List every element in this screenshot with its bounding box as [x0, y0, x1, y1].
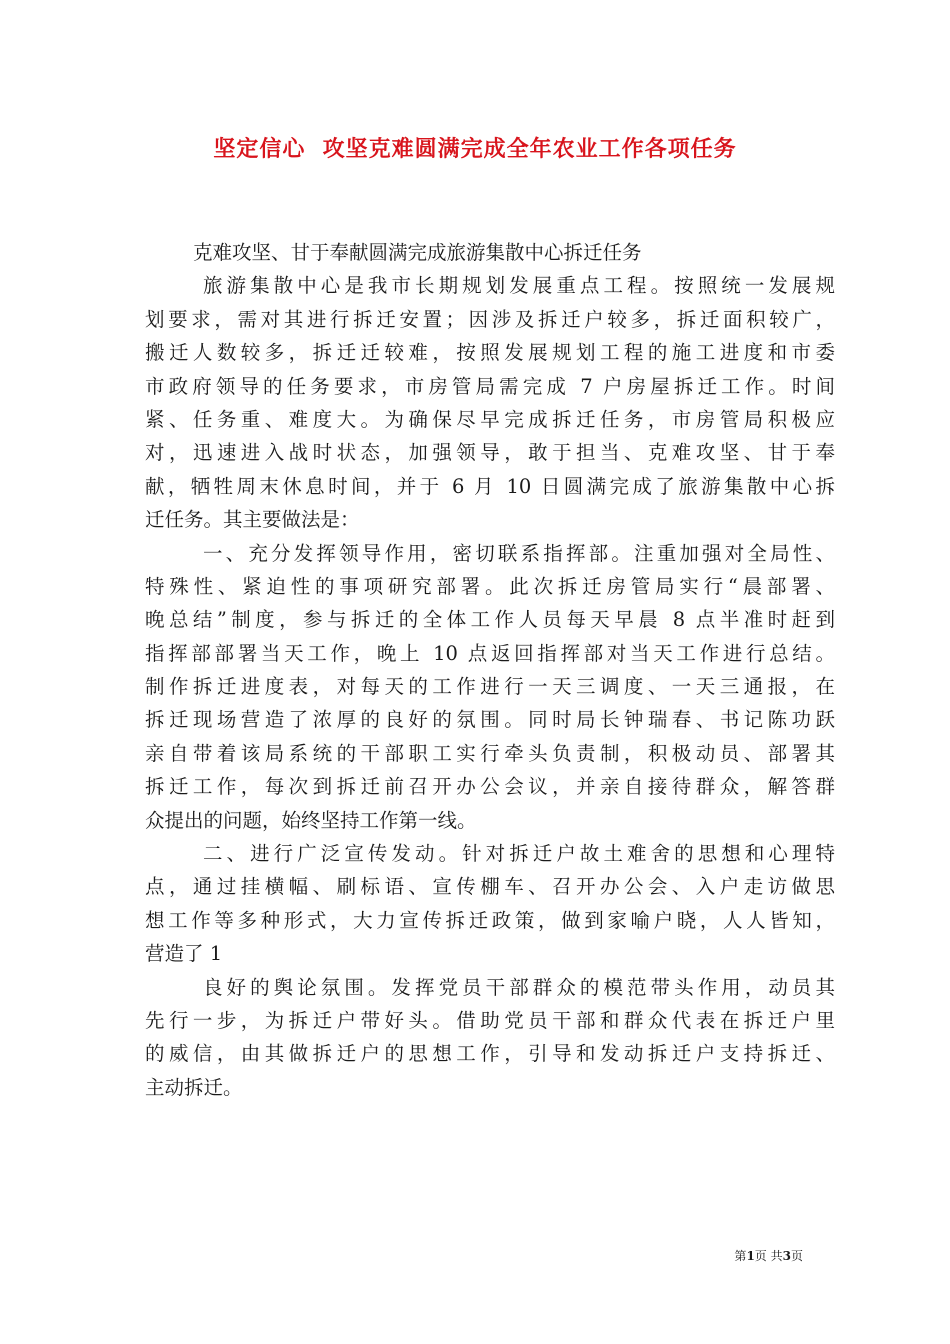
page-footer: [734, 1247, 803, 1264]
text-line: 众提出的问题，始终坚持工作第一线。: [145, 808, 477, 832]
footer-suffix: 页: [790, 1249, 803, 1263]
footer-prefix: 第: [734, 1249, 747, 1263]
text-line: 紧、任务重、难度大。为确保尽早完成拆迁任务，市房管局积极应: [145, 407, 835, 431]
text-line: 晚总结”制度，参与拆迁的全体工作人员每天早晨 8 点半准时赶到: [145, 608, 835, 632]
text-line: 划要求，需对其进行拆迁安置；因涉及拆迁户较多，拆迁面积较广，: [145, 307, 835, 331]
text-line: 市政府领导的任务要求，市房管局需完成 7 户房屋拆迁工作。时间: [145, 374, 835, 398]
text-line: 献，牺牲周末休息时间，并于 6 月 10 日圆满完成了旅游集散中心拆: [145, 474, 835, 498]
document-title: 坚定信心 攻坚克难圆满完成全年农业工作各项任务: [213, 136, 737, 162]
text-line: 迁任务。其主要做法是：: [145, 508, 360, 532]
text-line: 主动拆迁。: [145, 1075, 243, 1099]
text-line: 想工作等多种形式，大力宣传拆迁政策，做到家喻户晓，人人皆知，: [145, 908, 835, 932]
text-line: 旅游集散中心是我市长期规划发展重点工程。按照统一发展规: [203, 274, 835, 298]
text-line: 良好的舆论氛围。发挥党员干部群众的模范带头作用，动员其: [203, 975, 835, 999]
total-pages-number: 3: [782, 1249, 791, 1263]
text-line: 先行一步，为拆迁户带好头。借助党员干部和群众代表在拆迁户里: [145, 1008, 835, 1032]
document-body: [145, 236, 835, 1104]
text-line: 一、充分发挥领导作用，密切联系指挥部。注重加强对全局性、: [203, 541, 835, 565]
paragraph-heading: 克难攻坚、甘于奉献圆满完成旅游集散中心拆迁任务: [193, 241, 642, 264]
text-line: 的威信，由其做拆迁户的思想工作，引导和发动拆迁户支持拆迁、: [145, 1042, 835, 1066]
footer-middle: 页 共: [754, 1249, 783, 1263]
current-page-number: 1: [746, 1249, 755, 1263]
text-line: 对，迅速进入战时状态，加强领导，敢于担当、克难攻坚、甘于奉: [145, 441, 835, 465]
text-line: 拆迁现场营造了浓厚的良好的氛围。同时局长钟瑞春、书记陈功跃: [145, 708, 835, 732]
text-line: 拆迁工作，每次到拆迁前召开办公会议，并亲自接待群众，解答群: [145, 775, 835, 799]
text-line: 亲自带着该局系统的干部职工实行牵头负责制，积极动员、部署其: [145, 741, 835, 765]
text-line: 指挥部部署当天工作，晚上 10 点返回指挥部对当天工作进行总结。: [145, 641, 835, 665]
text-line: 制作拆迁进度表，对每天的工作进行一天三调度、一天三通报，在: [145, 675, 835, 699]
text-line: 点，通过挂横幅、刷标语、宣传棚车、召开办公会、入户走访做思: [145, 875, 835, 899]
text-line: 搬迁人数较多，拆迁迁较难，按照发展规划工程的施工进度和市委: [145, 341, 835, 365]
text-line: 特殊性、紧迫性的事项研究部署。此次拆迁房管局实行“晨部署、: [145, 574, 835, 598]
text-line: 二、进行广泛宣传发动。针对拆迁户故土难舍的思想和心理特: [203, 842, 835, 866]
text-line: 营造了 1: [145, 942, 223, 966]
